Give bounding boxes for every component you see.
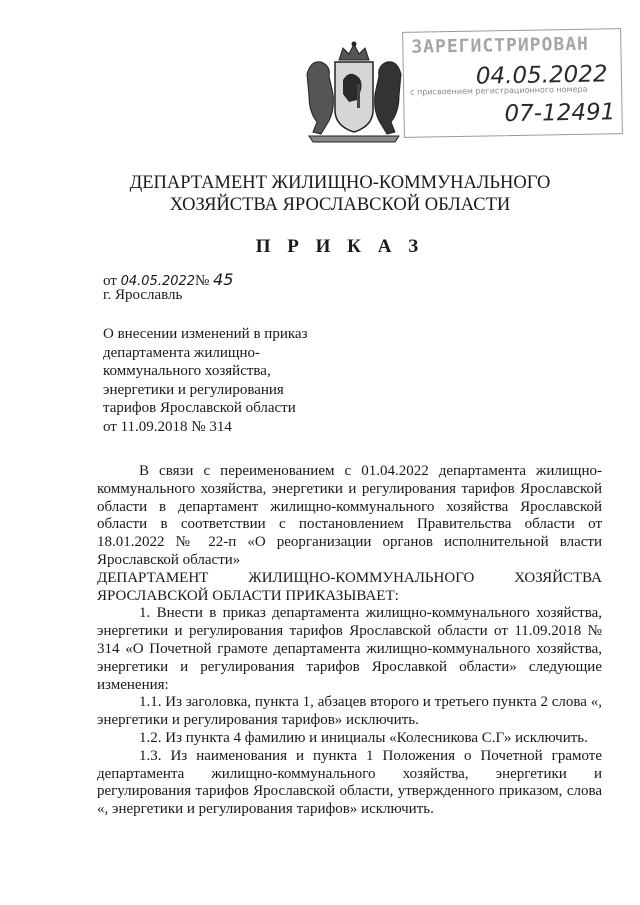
coat-of-arms-emblem — [295, 40, 413, 146]
stamp-note: с присвоением регистрационного номера — [410, 84, 588, 97]
number-label: № — [195, 273, 210, 289]
decree-line-1: ДЕПАРТАМЕНТ ЖИЛИЩНО-КОММУНАЛЬНОГО ХОЗЯЙСТВА — [97, 569, 602, 586]
paragraph-1-2: 1.2. Из пункта 4 фамилию и инициалы «Колесникова С.Г» исключить. — [139, 729, 588, 746]
subject-line: тарифов Ярославской области — [103, 400, 296, 416]
intro-paragraph: В связи с переименованием с 01.04.2022 департамента жилищно-коммунального хозяйства, энергетики и регулирования тарифов Ярославской области в департамент жилищно-коммунального хозяйства Ярославской области в соответствии с постановлением Правительства области от 18.01.2022 № 22-п «О реорганизации органов исполнительной власти Ярославской области» — [97, 463, 602, 568]
paragraph-1-1: 1.1. Из заголовка, пункта 1, абзацев второго и третьего пункта 2 слова «, энергетики и регулирования тарифов» исключить. — [97, 694, 602, 729]
department-line-2: ХОЗЯЙСТВА ЯРОСЛАВСКОЙ ОБЛАСТИ — [169, 195, 511, 215]
subject-line: энергетики и регулирования — [103, 381, 284, 398]
subject-line: от 11.09.2018 № 314 — [103, 418, 232, 435]
order-number: 45 — [213, 270, 234, 289]
stamp-date: 04.05.2022 — [475, 61, 608, 90]
stamp-title: ЗАРЕГИСТРИРОВАН — [411, 33, 590, 58]
document-type-title: П Р И К А З — [255, 236, 425, 257]
order-subject — [103, 325, 333, 436]
department-header — [95, 172, 585, 216]
decree-line-2: ЯРОСЛАВСКОЙ ОБЛАСТИ ПРИКАЗЫВАЕТ: — [97, 587, 399, 604]
paragraph-1: 1. Внести в приказ департамента жилищно-коммунального хозяйства, энергетики и регулирования тарифов Ярославской области от 11.09.2018 № 314 «О Почетной грамоте департамента жилищно-коммунального хозяйства, энергетики и регулирования тарифов Ярославкой области» следующие изменения: — [97, 605, 602, 693]
subject-line: О внесении изменений в приказ — [103, 326, 308, 342]
subject-line: коммунального хозяйства, — [103, 363, 271, 379]
department-line-1: ДЕПАРТАМЕНТ ЖИЛИЩНО-КОММУНАЛЬНОГО — [129, 173, 551, 193]
subject-line: департамента жилищно- — [103, 344, 260, 361]
order-date: 04.05.2022 — [120, 274, 196, 289]
order-body — [97, 463, 602, 819]
from-label: от — [103, 273, 117, 289]
paragraph-1-3: 1.3. Из наименования и пункта 1 Положения о Почетной грамоте департамента жилищно-коммунального хозяйства, энергетики и регулирования тарифов Ярославской области, утвержденного приказом, слова «, энергетики и регулирования тарифов» исключить. — [97, 747, 602, 818]
registration-stamp — [402, 28, 623, 138]
stamp-registration-number: 07-12491 — [504, 99, 616, 128]
order-city: г. Ярославль — [103, 287, 183, 303]
